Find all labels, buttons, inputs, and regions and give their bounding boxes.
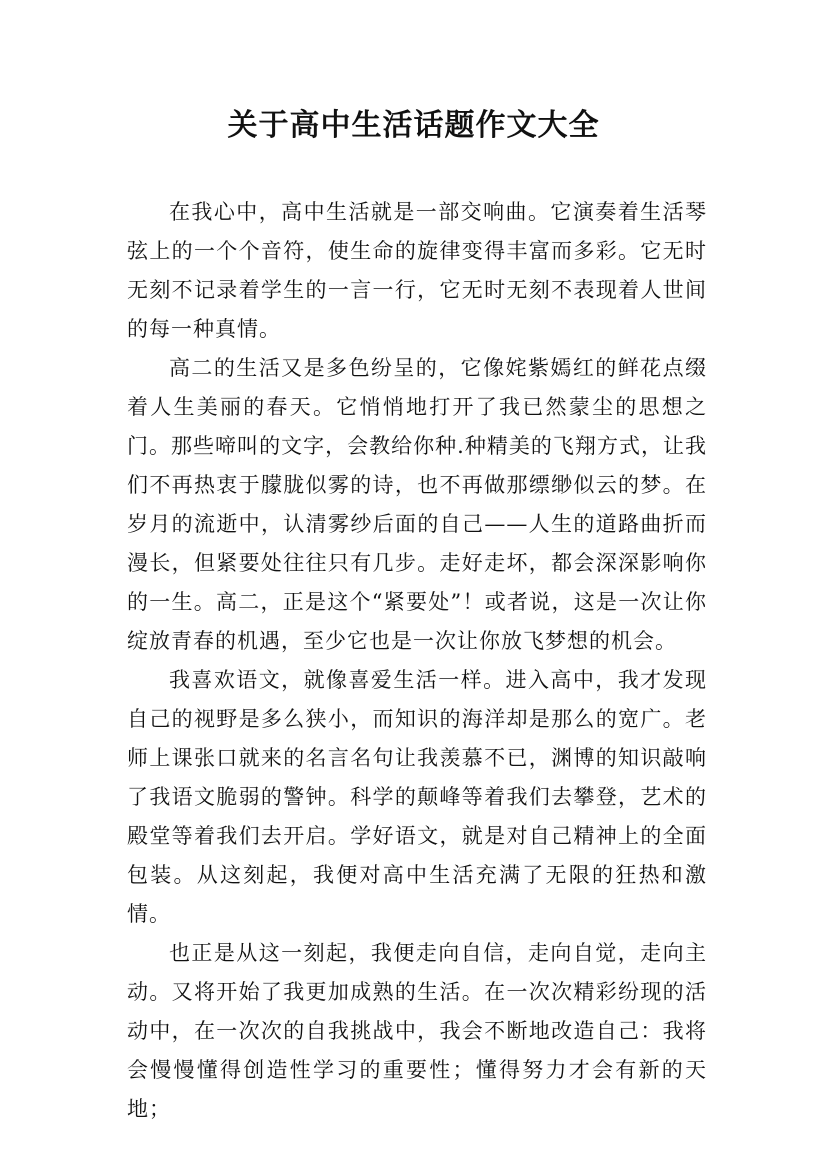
paragraph-2: 高二的生活又是多色纷呈的，它像姹紫嫣红的鲜花点缀着人生美丽的春天。它悄悄地打开了我已然蒙尘的思想之门。那些啼叫的文字，会教给你种.种精美的飞翔方式，让我们不再热衷于朦胧似雾的诗，也不再做那缥缈似云的梦。在岁月的流逝中，认清雾纱后面的自己——人生的道路曲折而漫长，但紧要处往往只有几步。走好走坏，都会深深影响你的一生。高二，正是这个“紧要处”！或者说，这是一次让你绽放青春的机遇，至少它也是一次让你放飞梦想的机会。	[127, 356, 707, 653]
document-body	[127, 193, 707, 1129]
paragraph-3: 我喜欢语文，就像喜爱生活一样。进入高中，我才发现自己的视野是多么狭小，而知识的海洋却是那么的宽广。老师上课张口就来的名言名句让我羡慕不已，渊博的知识敲响了我语文脆弱的警钟。科学的颠峰等着我们去攀登，艺术的殿堂等着我们去开启。学好语文，就是对自己精神上的全面包装。从这刻起，我便对高中生活充满了无限的狂热和激情。	[127, 668, 707, 926]
paragraph-4: 也正是从这一刻起，我便走向自信，走向自觉，走向主动。又将开始了我更加成熟的生活。在一次次精彩纷现的活动中，在一次次的自我挑战中，我会不断地改造自己：我将会慢慢懂得创造性学习的重要性；懂得努力才会有新的天地；	[127, 941, 707, 1121]
document-title: 关于高中生活话题作文大全	[227, 108, 600, 143]
paragraph-1: 在我心中，高中生活就是一部交响曲。它演奏着生活琴弦上的一个个音符，使生命的旋律变得丰富而多彩。它无时无刻不记录着学生的一言一行，它无时无刻不表现着人世间的每一种真情。	[127, 200, 707, 341]
